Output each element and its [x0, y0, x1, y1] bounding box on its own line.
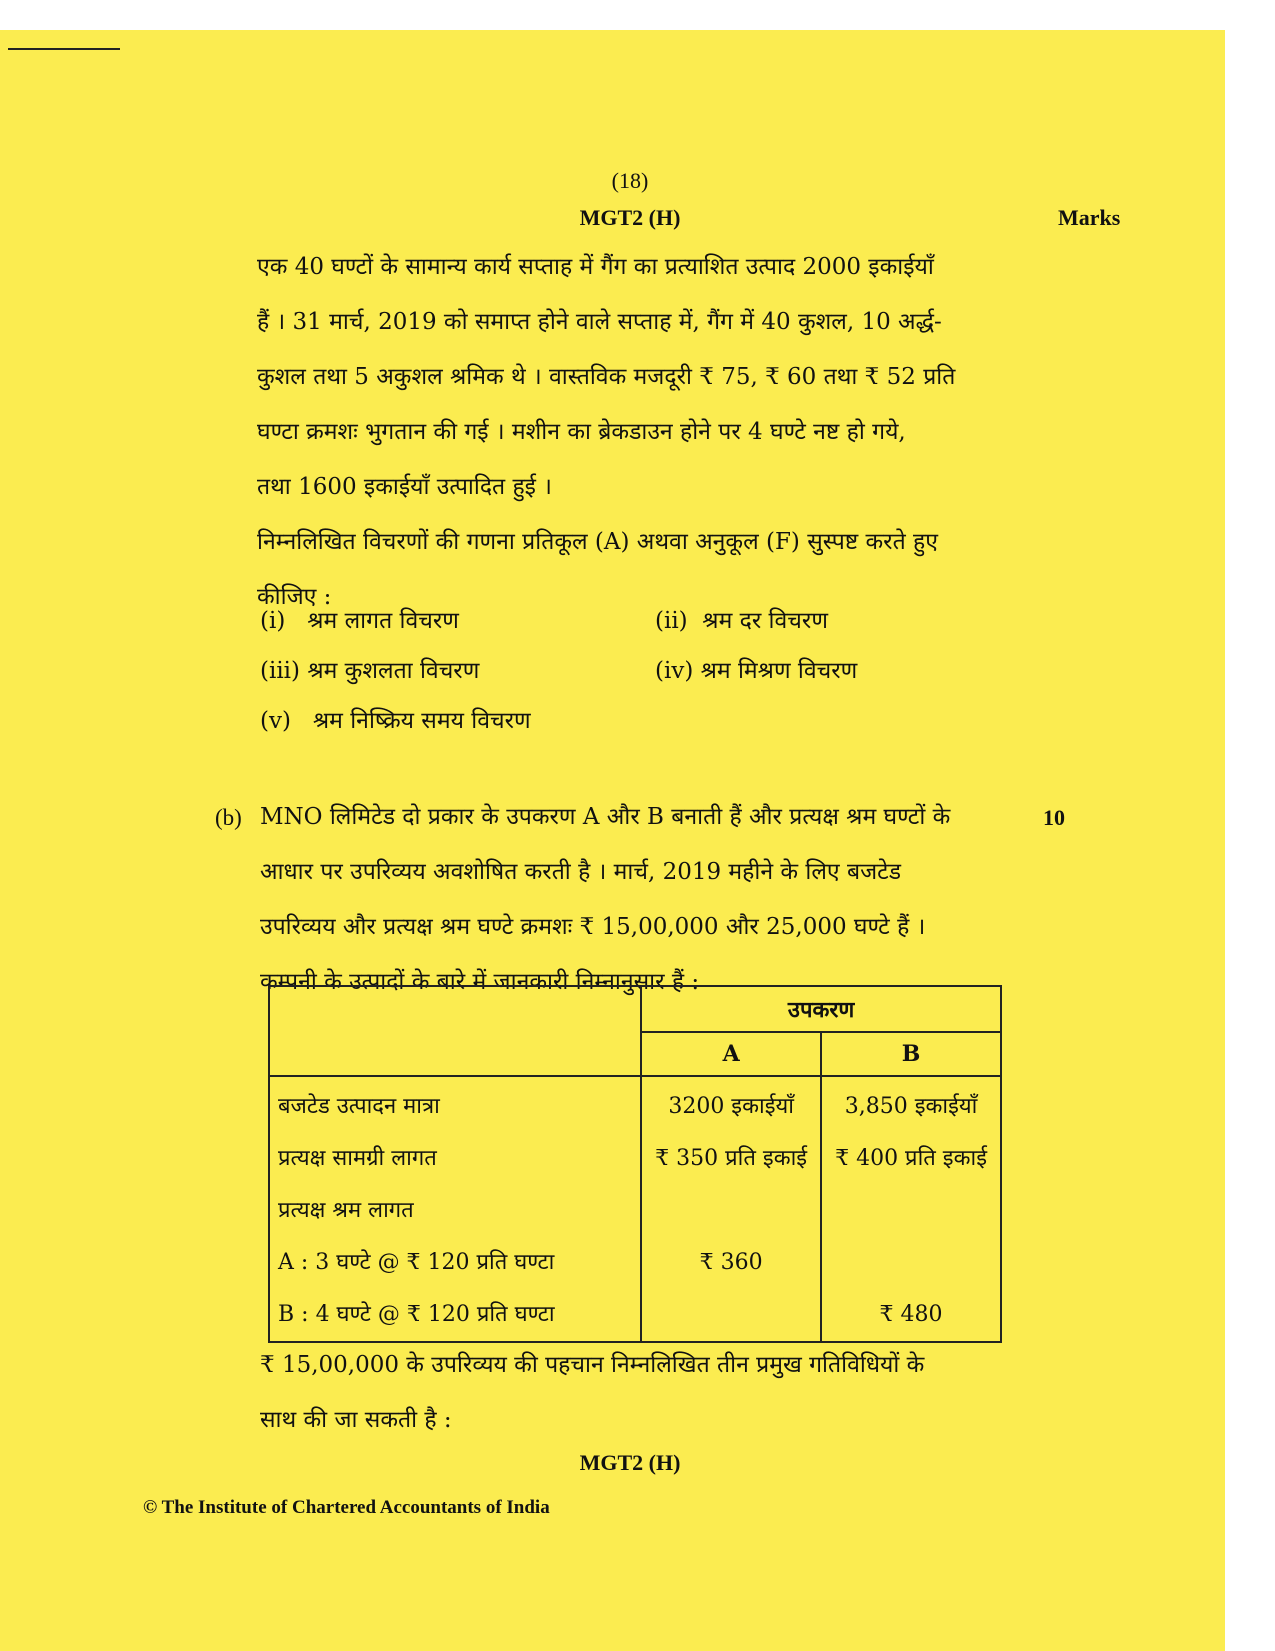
table-cell: ₹ 400 प्रति इकाई [835, 1146, 988, 1171]
row-label: प्रत्यक्ष सामग्री लागत [278, 1146, 437, 1171]
column-header-a: A [641, 1032, 821, 1076]
part-b-after-line: ₹ 15,00,000 के उपरिव्यय की पहचान निम्नलिखित तीन प्रमुख गतिविधियों के [260, 1352, 925, 1378]
row-label: बजटेड उत्पादन मात्रा [278, 1094, 440, 1119]
scan-mark [8, 48, 120, 50]
row-labels-cell [269, 1076, 641, 1342]
part-b-after-table [260, 1338, 997, 1448]
paper-code-header: MGT2 (H) [579, 205, 681, 230]
variance-item: (v) श्रम निष्क्रिय समय विचरण [260, 708, 531, 734]
part-b-after-line: साथ की जा सकती है : [260, 1407, 452, 1433]
variance-item: (ii) श्रम दर विचरण [655, 608, 828, 634]
variance-item: (iii) श्रम कुशलता विचरण [260, 658, 480, 684]
variance-list [260, 600, 1035, 742]
marks-heading: Marks [1058, 205, 1121, 230]
part-a-body [257, 240, 994, 625]
part-a-line: निम्नलिखित विचरणों की गणना प्रतिकूल (A) अथवा अनुकूल (F) सुस्पष्ट करते हुए [257, 529, 938, 555]
part-b-line: आधार पर उपरिव्यय अवशोषित करती है । मार्च, 2019 महीने के लिए बजटेड [260, 859, 902, 885]
question-label-b: (b) [215, 805, 242, 830]
paper-code-footer: MGT2 (H) [579, 1450, 681, 1475]
column-b-values [821, 1076, 1001, 1342]
part-a-line: हैं । 31 मार्च, 2019 को समाप्त होने वाले सप्ताह में, गैंग में 40 कुशल, 10 अर्द्ध- [257, 309, 942, 335]
variance-item: (i) श्रम लागत विचरण [260, 608, 459, 634]
column-a-values [641, 1076, 821, 1342]
row-label: A : 3 घण्टे @ ₹ 120 प्रति घण्टा [278, 1250, 555, 1275]
part-b-line: MNO लिमिटेड दो प्रकार के उपकरण A और B बनाती हैं और प्रत्यक्ष श्रम घण्टों के [260, 804, 951, 830]
row-label: B : 4 घण्टे @ ₹ 120 प्रति घण्टा [278, 1302, 555, 1327]
page-number: (18) [611, 168, 649, 193]
part-b-line: कम्पनी के उत्पादों के बारे में जानकारी निम्नानुसार हैं : [260, 969, 700, 995]
table-corner-cell [269, 986, 641, 1076]
copyright-notice: © The Institute of Chartered Accountants of India [143, 1497, 550, 1518]
column-header-b: B [821, 1032, 1001, 1076]
product-info-table [268, 985, 1002, 1343]
part-a-line: तथा 1600 इकाईयाँ उत्पादित हुई । [257, 474, 553, 500]
variance-item: (iv) श्रम मिश्रण विचरण [655, 658, 858, 684]
part-a-line: कीजिए : [257, 584, 332, 610]
marks-value-b: 10 [1043, 805, 1065, 830]
table-group-header: उपकरण [641, 986, 1001, 1032]
part-b-line: उपरिव्यय और प्रत्यक्ष श्रम घण्टे क्रमशः ₹ 15,00,000 और 25,000 घण्टे हैं । [260, 914, 926, 940]
table-cell: ₹ 360 [699, 1250, 763, 1275]
table-cell: ₹ 350 प्रति इकाई [655, 1146, 808, 1171]
part-b-body [260, 790, 994, 1010]
part-a-line: एक 40 घण्टों के सामान्य कार्य सप्ताह में गैंग का प्रत्याशित उत्पाद 2000 इकाईयाँ [257, 254, 934, 280]
table-cell: ₹ 480 [879, 1302, 943, 1327]
table-cell: 3200 इकाईयाँ [668, 1094, 794, 1119]
table-cell: 3,850 इकाईयाँ [844, 1094, 978, 1119]
part-a-line: कुशल तथा 5 अकुशल श्रमिक थे । वास्तविक मजदूरी ₹ 75, ₹ 60 तथा ₹ 52 प्रति [257, 364, 956, 390]
part-a-line: घण्टा क्रमशः भुगतान की गई । मशीन का ब्रेकडाउन होने पर 4 घण्टे नष्ट हो गये, [257, 419, 906, 445]
row-label: प्रत्यक्ष श्रम लागत [278, 1198, 414, 1223]
